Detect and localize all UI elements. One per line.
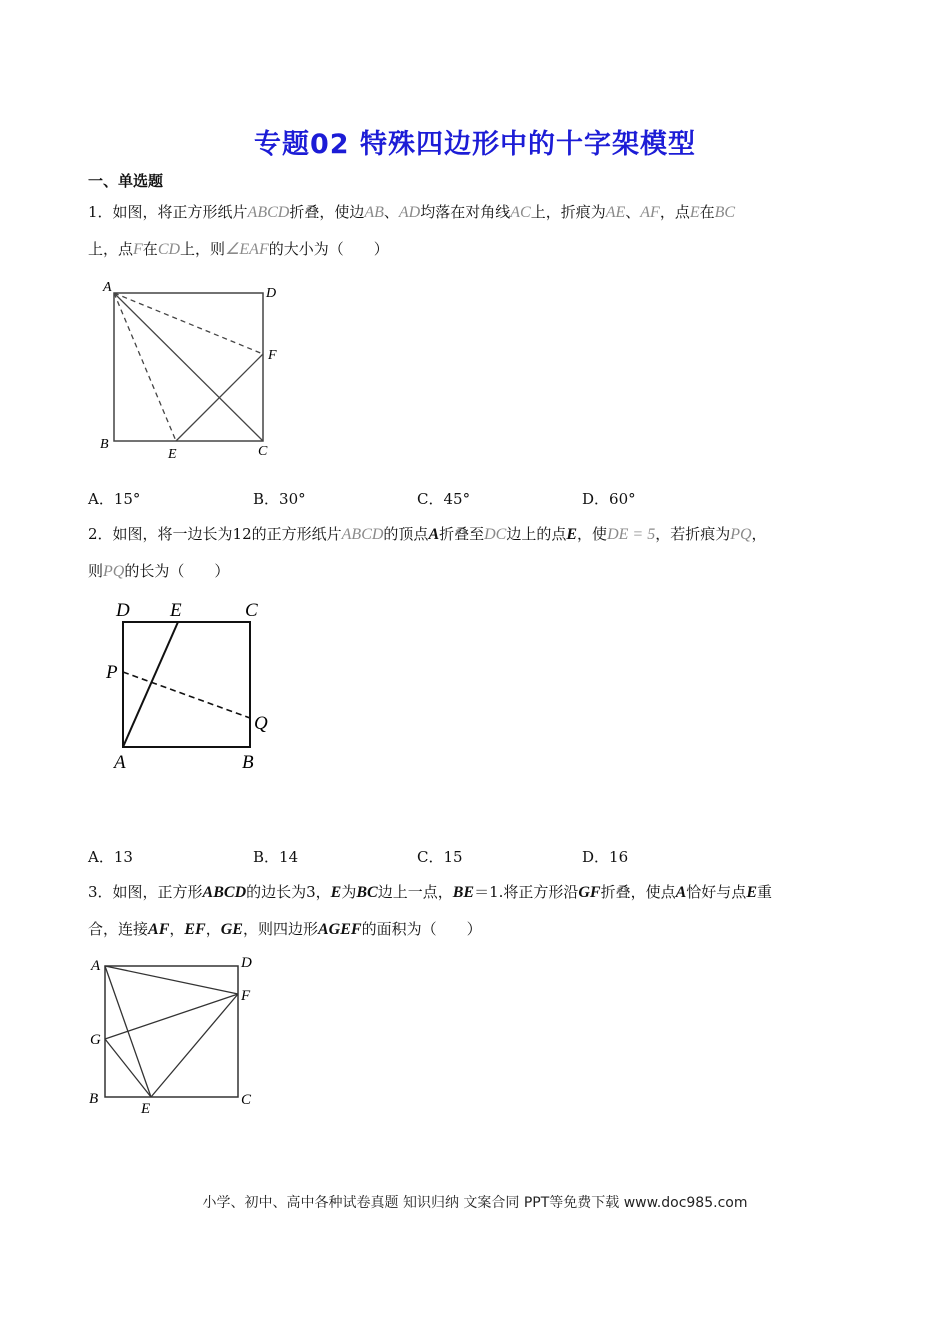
q3-math: E	[330, 884, 342, 901]
label-g: G	[90, 1032, 101, 1048]
q3-text: 的面积为（ ）	[361, 920, 482, 938]
q3-math: AF	[148, 921, 170, 938]
q3-math: AGEF	[317, 921, 362, 938]
q1-math: AB	[364, 204, 384, 221]
q3-math: BE	[452, 884, 475, 901]
option-b[interactable]: B．30°	[253, 490, 306, 508]
q1-text: 在	[142, 240, 158, 258]
q1-math: AC	[510, 204, 531, 221]
q2-math: PQ	[730, 526, 752, 543]
label-b: B	[100, 437, 109, 452]
q3-text: ，则四边形	[242, 920, 318, 938]
q2-text: 则	[88, 562, 104, 580]
label-a: A	[91, 958, 101, 974]
q3-math: GE	[220, 921, 243, 938]
square-abcd	[105, 966, 238, 1097]
label-b: B	[89, 1091, 99, 1107]
q1-text: 、	[383, 203, 399, 221]
label-a: A	[114, 752, 126, 773]
q3-math: BC	[356, 884, 378, 901]
label-b: B	[242, 752, 254, 773]
question-2-text	[88, 516, 868, 590]
q3-text: 合，连接	[88, 920, 149, 938]
question-1-figure	[90, 275, 290, 465]
question-3-figure	[85, 950, 265, 1120]
q1-text: 1．如图，将正方形纸片	[88, 203, 248, 221]
label-e: E	[170, 600, 182, 621]
q2-text: 折叠至	[439, 525, 485, 543]
q2-text: ，	[751, 525, 767, 543]
q1-math: F	[133, 241, 143, 258]
label-f: F	[241, 988, 251, 1004]
q2-math: DC	[484, 526, 507, 543]
q1-math: AD	[398, 204, 421, 221]
label-p: P	[106, 662, 118, 683]
q3-math: EF	[184, 921, 206, 938]
q1-math: AE	[605, 204, 626, 221]
q1-text: 上，点	[88, 240, 134, 258]
label-q: Q	[254, 713, 268, 734]
q3-text: ＝1.将正方形沿	[474, 883, 579, 901]
q1-text: 上，则	[180, 240, 226, 258]
label-e: E	[141, 1101, 151, 1117]
option-d[interactable]: D．16	[582, 848, 629, 866]
label-d: D	[241, 955, 252, 971]
q1-text: 的大小为（ ）	[268, 240, 389, 258]
diagonal-ac	[114, 293, 263, 441]
q2-text: 2．如图，将一边长为12的正方形纸片	[88, 525, 342, 543]
q2-text: 边上的点	[506, 525, 567, 543]
q1-math: ABCD	[247, 204, 290, 221]
q3-text: 的边长为3，	[246, 883, 331, 901]
question-1-options	[88, 488, 868, 512]
option-a[interactable]: A．13	[88, 848, 133, 866]
footer-text: 小学、初中、高中各种试卷真题 知识归纳 文案合同 PPT等免费下载 www.doc985.com	[202, 1195, 748, 1211]
segment-ef	[151, 994, 238, 1097]
option-b[interactable]: B．14	[253, 848, 299, 866]
label-f: F	[268, 348, 277, 363]
label-c: C	[258, 444, 268, 459]
q3-text: 3．如图，正方形	[88, 883, 203, 901]
q1-math: BC	[714, 204, 736, 221]
question-3-text	[88, 874, 868, 948]
q2-text: 的长为（ ）	[124, 562, 230, 580]
q2-math: ABCD	[341, 526, 384, 543]
q2-text: ，使	[577, 525, 608, 543]
q2-math: PQ	[103, 563, 125, 580]
q3-text: 重	[756, 883, 772, 901]
q2-math: A	[428, 526, 440, 543]
q1-math: AF	[640, 204, 660, 221]
q3-text: 恰好与点	[686, 883, 747, 901]
question-2-options	[88, 846, 868, 870]
square-abcd	[123, 622, 250, 747]
q3-math: GF	[578, 884, 601, 901]
label-e: E	[168, 447, 177, 462]
segment-ae	[123, 622, 178, 747]
q1-math: ∠EAF	[225, 241, 269, 258]
q3-text: 边上一点，	[377, 883, 453, 901]
q1-text: 均落在对角线	[420, 203, 511, 221]
page-title: 专题02 特殊四边形中的十字架模型	[254, 129, 696, 160]
section-heading: 一、单选题	[88, 172, 164, 190]
label-a: A	[103, 280, 112, 295]
q3-math: A	[675, 884, 687, 901]
q3-math: ABCD	[202, 884, 247, 901]
q1-math: CD	[157, 241, 181, 258]
q3-math: E	[746, 884, 757, 901]
q1-math: E	[689, 204, 700, 221]
q3-text: 为	[341, 883, 357, 901]
q1-text: 折叠，使边	[289, 203, 365, 221]
q2-math: E	[566, 526, 578, 543]
q3-text: 折叠，使点	[600, 883, 676, 901]
label-c: C	[241, 1092, 252, 1108]
q1-text: 、	[625, 203, 641, 221]
q1-text: 上，折痕为	[530, 203, 606, 221]
segment-af	[105, 966, 238, 994]
option-a[interactable]: A．15°	[88, 490, 141, 508]
q2-math: DE = 5	[607, 526, 656, 543]
segment-ge	[105, 1039, 151, 1097]
label-c: C	[245, 600, 258, 621]
q1-text: 在	[699, 203, 715, 221]
q2-text: ，若折痕为	[655, 525, 731, 543]
option-c[interactable]: C．45°	[417, 490, 471, 508]
fold-line-gf	[105, 994, 238, 1039]
option-d[interactable]: D．60°	[582, 490, 636, 508]
label-d: D	[266, 286, 277, 301]
q3-text: ，	[205, 920, 221, 938]
q3-text: ，	[169, 920, 185, 938]
question-2-figure	[100, 598, 290, 778]
q2-text: 的顶点	[383, 525, 429, 543]
option-c[interactable]: C．15	[417, 848, 463, 866]
label-d: D	[116, 600, 130, 621]
fold-line-pq	[123, 672, 250, 718]
q1-text: ，点	[659, 203, 690, 221]
question-1-text	[88, 194, 868, 268]
